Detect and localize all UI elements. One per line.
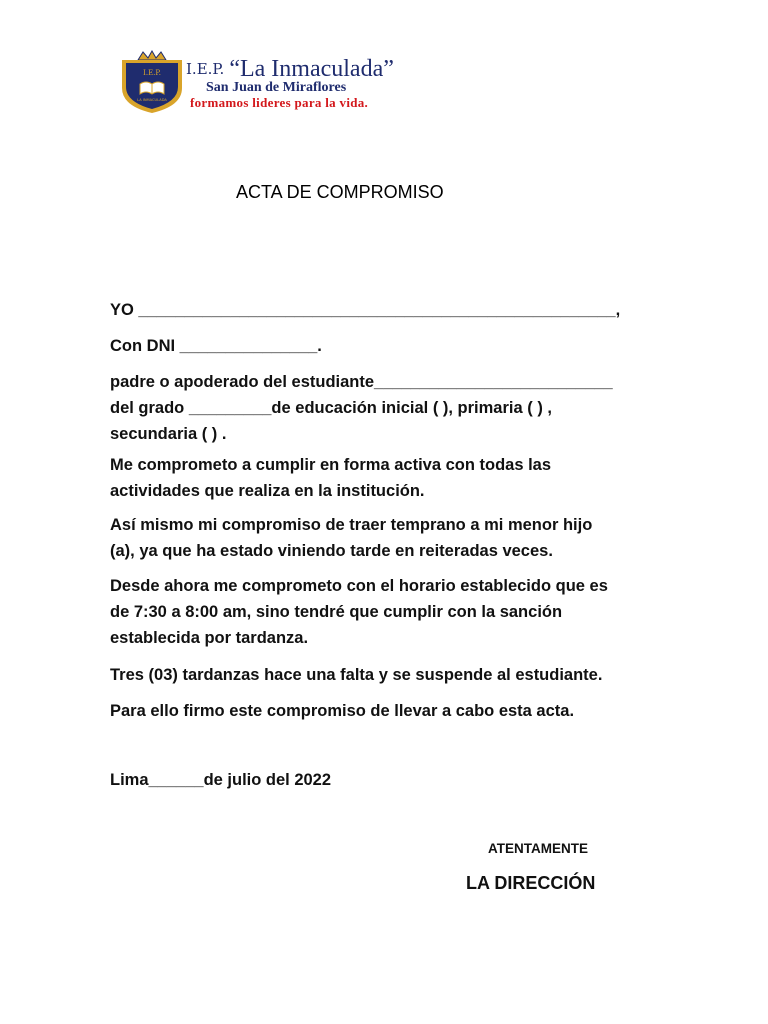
school-crest-logo — [116, 50, 188, 114]
document-title: ACTA DE COMPROMISO — [236, 182, 444, 202]
signature-block: LA DIRECCIÓN — [466, 873, 596, 893]
school-district: San Juan de Miraflores — [206, 80, 347, 95]
commitment-paragraph-schedule: Desde ahora me comprometo con el horario establecido que es de 7:30 a 8:00 am, sino tendré que cumplir con la sanción establecida por tardanza. — [110, 577, 608, 647]
commitment-paragraph-punctuality: Así mismo mi compromiso de traer temprano a mi menor hijo (a), ya que ha estado viniendo tarde en reiteradas veces. — [110, 516, 593, 560]
dni-line: Con DNI _______________. — [110, 337, 322, 355]
date-line: Lima______de julio del 2022 — [110, 771, 332, 789]
school-prefix: I.E.P. — [186, 60, 225, 78]
closing-salutation: ATENTAMENTE — [488, 841, 588, 856]
name-line: YO ____________________________________________________, — [110, 301, 621, 319]
commitment-paragraph-activities: Me comprometo a cumplir en forma activa con todas las actividades que realiza en la institución. — [110, 456, 552, 500]
crest-subtext: LA INMACULADA — [137, 98, 167, 102]
school-name: “La Inmaculada” — [229, 56, 394, 82]
crest-text: I.E.P. — [143, 69, 161, 77]
school-name-line — [186, 56, 394, 83]
school-motto: formamos lideres para la vida. — [190, 95, 369, 110]
tardiness-rule-paragraph: Tres (03) tardanzas hace una falta y se suspende al estudiante. — [110, 666, 603, 684]
signature-statement-paragraph: Para ello firmo este compromiso de llevar a cabo esta acta. — [110, 702, 575, 720]
guardian-paragraph: padre o apoderado del estudiante__________________________ del grado _________de educación inicial ( ), primaria ( ) , secundaria ( ) . — [110, 373, 613, 443]
